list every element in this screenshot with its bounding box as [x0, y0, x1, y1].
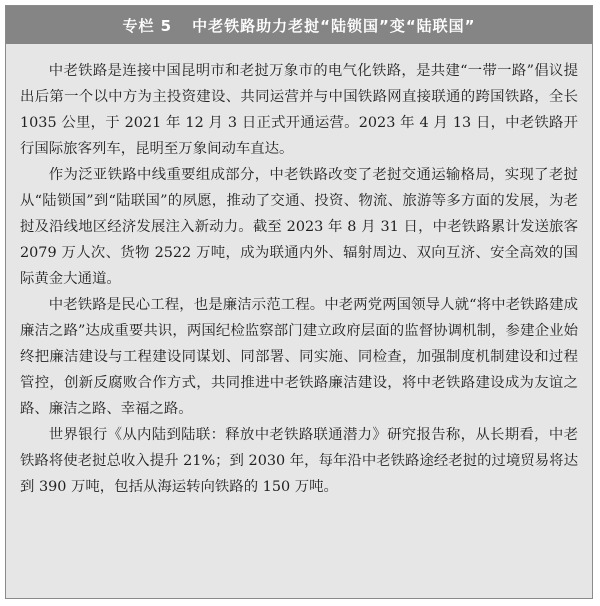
box-title: 中老铁路助力老挝“陆锁国”变“陆联国”: [192, 16, 476, 35]
sidebar-box: [5, 5, 593, 599]
box-header: [6, 6, 592, 44]
paragraph-1: 中老铁路是连接中国昆明市和老挝万象市的电气化铁路，是共建“一带一路”倡议提出后第一个以中方为主投资建设、共同运营并与中国铁路网直接联通的跨国铁路，全长 1035 公里，于 2021 年 12 月 3 日正式开通运营。2023 年 4 月 13 日，中老铁路开行国际旅客列车，昆明至万象间动车直达。: [20, 63, 578, 157]
paragraph-2: 作为泛亚铁路中线重要组成部分，中老铁路改变了老挝交通运输格局，实现了老挝从“陆锁国”到“陆联国”的夙愿，推动了交通、投资、物流、旅游等多方面的发展，为老挝及沿线地区经济发展注入新动力。截至 2023 年 8 月 31 日，中老铁路累计发送旅客 2079 万人次、货物 2522 万吨，成为联通内外、辐射周边、双向互济、安全高效的国际黄金大通道。: [20, 167, 578, 287]
paragraph-4: 世界银行《从内陆到陆联：释放中老铁路联通潜力》研究报告称，从长期看，中老铁路将使老挝总收入提升 21%；到 2030 年，每年沿中老铁路途经老挝的过境贸易将达到 390 万吨，包括从海运转向铁路的 150 万吨。: [20, 427, 578, 495]
paragraph-3: 中老铁路是民心工程，也是廉洁示范工程。中老两党两国领导人就“将中老铁路建成廉洁之路”达成重要共识，两国纪检监察部门建立政府层面的监督协调机制，参建企业始终把廉洁建设与工程建设同谋划、同部署、同实施、同检查，加强制度机制建设和过程管控，创新反腐败合作方式，共同推进中老铁路廉洁建设，将中老铁路建设成为友谊之路、廉洁之路、幸福之路。: [20, 297, 578, 417]
box-body: [6, 44, 592, 500]
box-label: 专栏 5: [122, 16, 173, 35]
